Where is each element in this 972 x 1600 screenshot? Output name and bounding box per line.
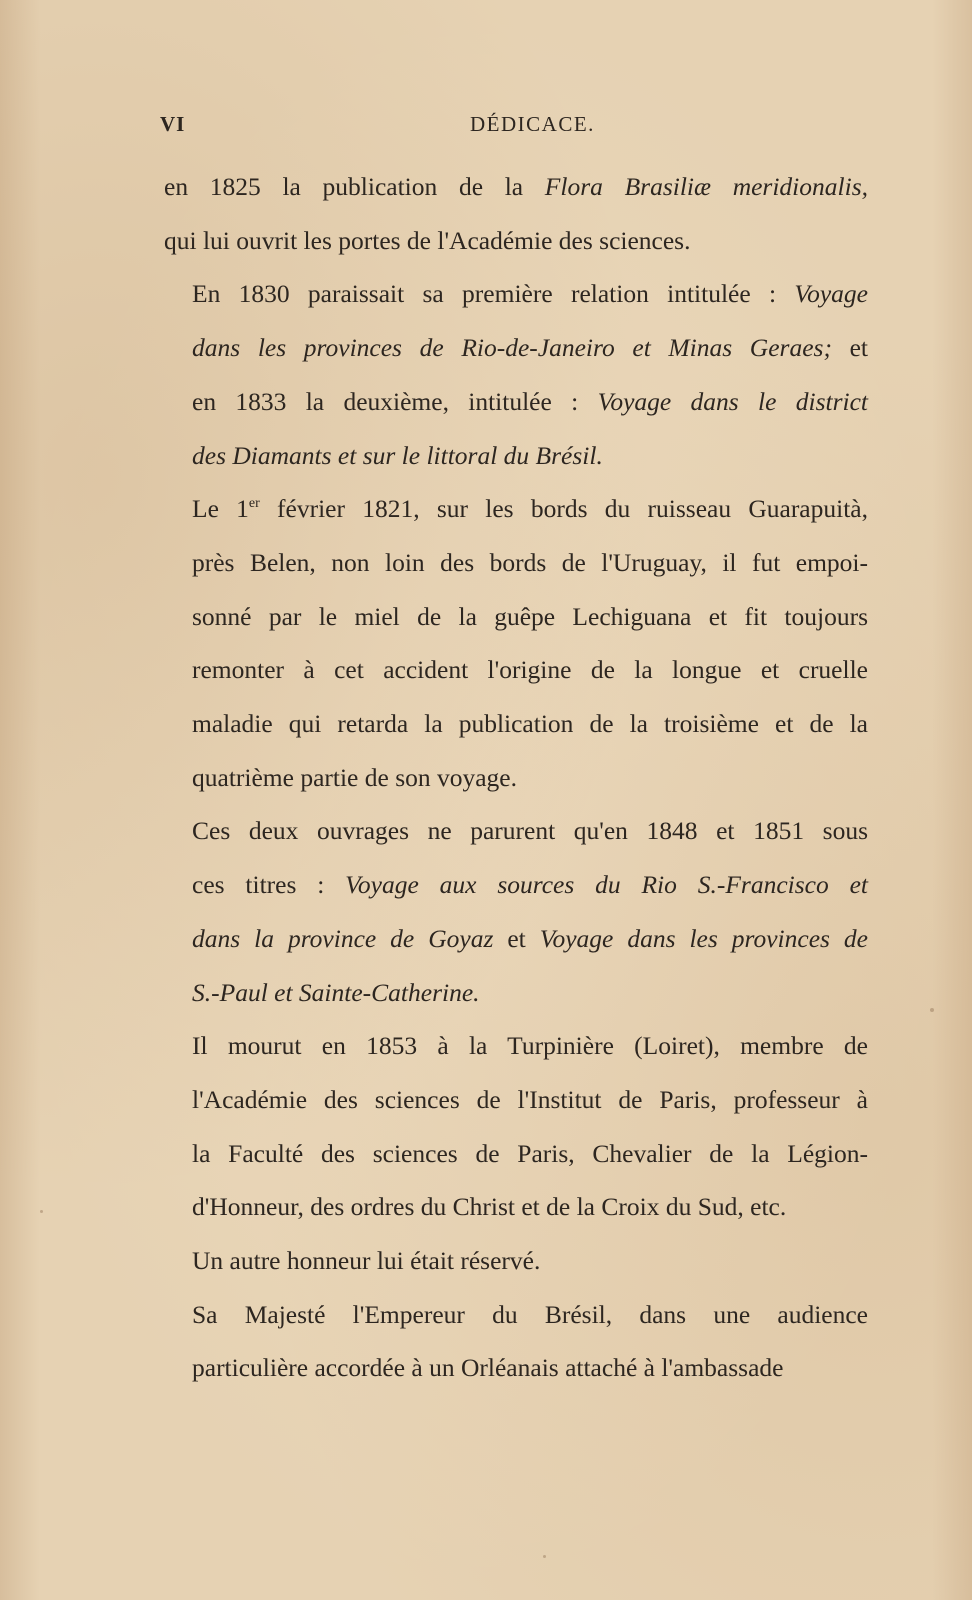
paragraph — [164, 482, 868, 804]
text-run: Le 1 — [192, 494, 249, 524]
text-run: En 1830 paraissait sa première relation intitulée : — [192, 279, 795, 309]
text-line — [164, 321, 868, 375]
text-line — [164, 1127, 868, 1181]
running-title: DÉDICACE. — [470, 112, 595, 136]
text-line — [164, 1180, 868, 1234]
italic-title: dans la province de Goyaz — [192, 923, 494, 953]
text-run: sonné par le miel de la guêpe Lechiguana et fit toujours — [192, 601, 868, 631]
text-run: qui lui ouvrit les portes de l'Académie des sciences. — [164, 225, 691, 255]
paragraph — [164, 1288, 868, 1395]
text-line — [164, 751, 868, 805]
text-line — [164, 536, 868, 590]
paragraph — [164, 1019, 868, 1234]
text-line — [164, 267, 868, 321]
text-run: quatrième partie de son voyage. — [192, 762, 518, 792]
text-line — [164, 214, 868, 268]
text-line — [164, 375, 868, 429]
text-run: et — [493, 923, 540, 953]
text-run: février 1821, sur les bords du ruisseau Guarapuità, — [259, 494, 868, 524]
paragraph — [164, 1234, 868, 1288]
text-run: en 1833 la deuxième, intitulée : — [192, 386, 598, 416]
text-line — [164, 482, 868, 536]
text-run: d'Honneur, des ordres du Christ et de la Croix du Sud, etc. — [192, 1192, 787, 1222]
text-line — [164, 858, 868, 912]
text-line — [164, 1288, 868, 1342]
text-line — [164, 429, 868, 483]
text-run: ces titres : — [192, 870, 346, 900]
text-line — [164, 1019, 868, 1073]
text-run: remonter à cet accident l'origine de la longue et cruelle — [192, 655, 868, 685]
text-run: Il mourut en 1853 à la Turpinière (Loiret), membre de — [192, 1031, 868, 1061]
italic-title: Voyage — [794, 279, 868, 309]
text-line — [164, 804, 868, 858]
paragraph — [164, 160, 868, 267]
text-line — [164, 643, 868, 697]
text-run: Ces deux ouvrages ne parurent qu'en 1848 et 1851 sous — [192, 816, 868, 846]
text-line — [164, 966, 868, 1020]
superscript: er — [248, 496, 260, 512]
paragraph — [164, 804, 868, 1019]
text-run: et — [831, 333, 868, 363]
paragraph — [164, 267, 868, 482]
text-run: la Faculté des sciences de Paris, Chevalier de la Légion- — [192, 1138, 868, 1168]
text-run: l'Académie des sciences de l'Institut de Paris, professeur à — [192, 1084, 868, 1114]
text-run: maladie qui retarda la publication de la troisième et de la — [192, 709, 868, 739]
body-text — [164, 160, 868, 1395]
page-number: VI — [160, 112, 186, 136]
italic-title: des Diamants et sur le littoral du Brésil. — [192, 440, 603, 470]
text-line — [164, 160, 868, 214]
text-run: près Belen, non loin des bords de l'Uruguay, il fut empoi- — [192, 547, 868, 577]
italic-title: Voyage dans le district — [597, 386, 868, 416]
text-run: Un autre honneur lui était réservé. — [192, 1246, 541, 1276]
italic-title: Voyage dans les provinces de — [539, 923, 868, 953]
paper-speck — [40, 1210, 43, 1213]
text-line — [164, 912, 868, 966]
text-run: particulière accordée à un Orléanais attaché à l'ambassade — [192, 1353, 784, 1383]
italic-title: dans les provinces de Rio-de-Janeiro et Minas Geraes; — [192, 333, 832, 363]
text-line — [164, 1341, 868, 1395]
text-run: Sa Majesté l'Empereur du Brésil, dans une audience — [192, 1299, 868, 1329]
italic-title: S.-Paul et Sainte-Catherine. — [192, 977, 480, 1007]
page-header — [160, 112, 595, 142]
text-line — [164, 1073, 868, 1127]
paper-speck — [930, 1008, 934, 1012]
text-line — [164, 697, 868, 751]
paper-speck — [543, 1555, 546, 1558]
text-run: en 1825 la publication de la — [164, 172, 545, 201]
text-line — [164, 1234, 868, 1288]
text-line — [164, 590, 868, 644]
italic-title: Flora Brasiliæ meridionalis, — [544, 172, 868, 201]
italic-title: Voyage aux sources du Rio S.-Francisco et — [345, 870, 868, 900]
